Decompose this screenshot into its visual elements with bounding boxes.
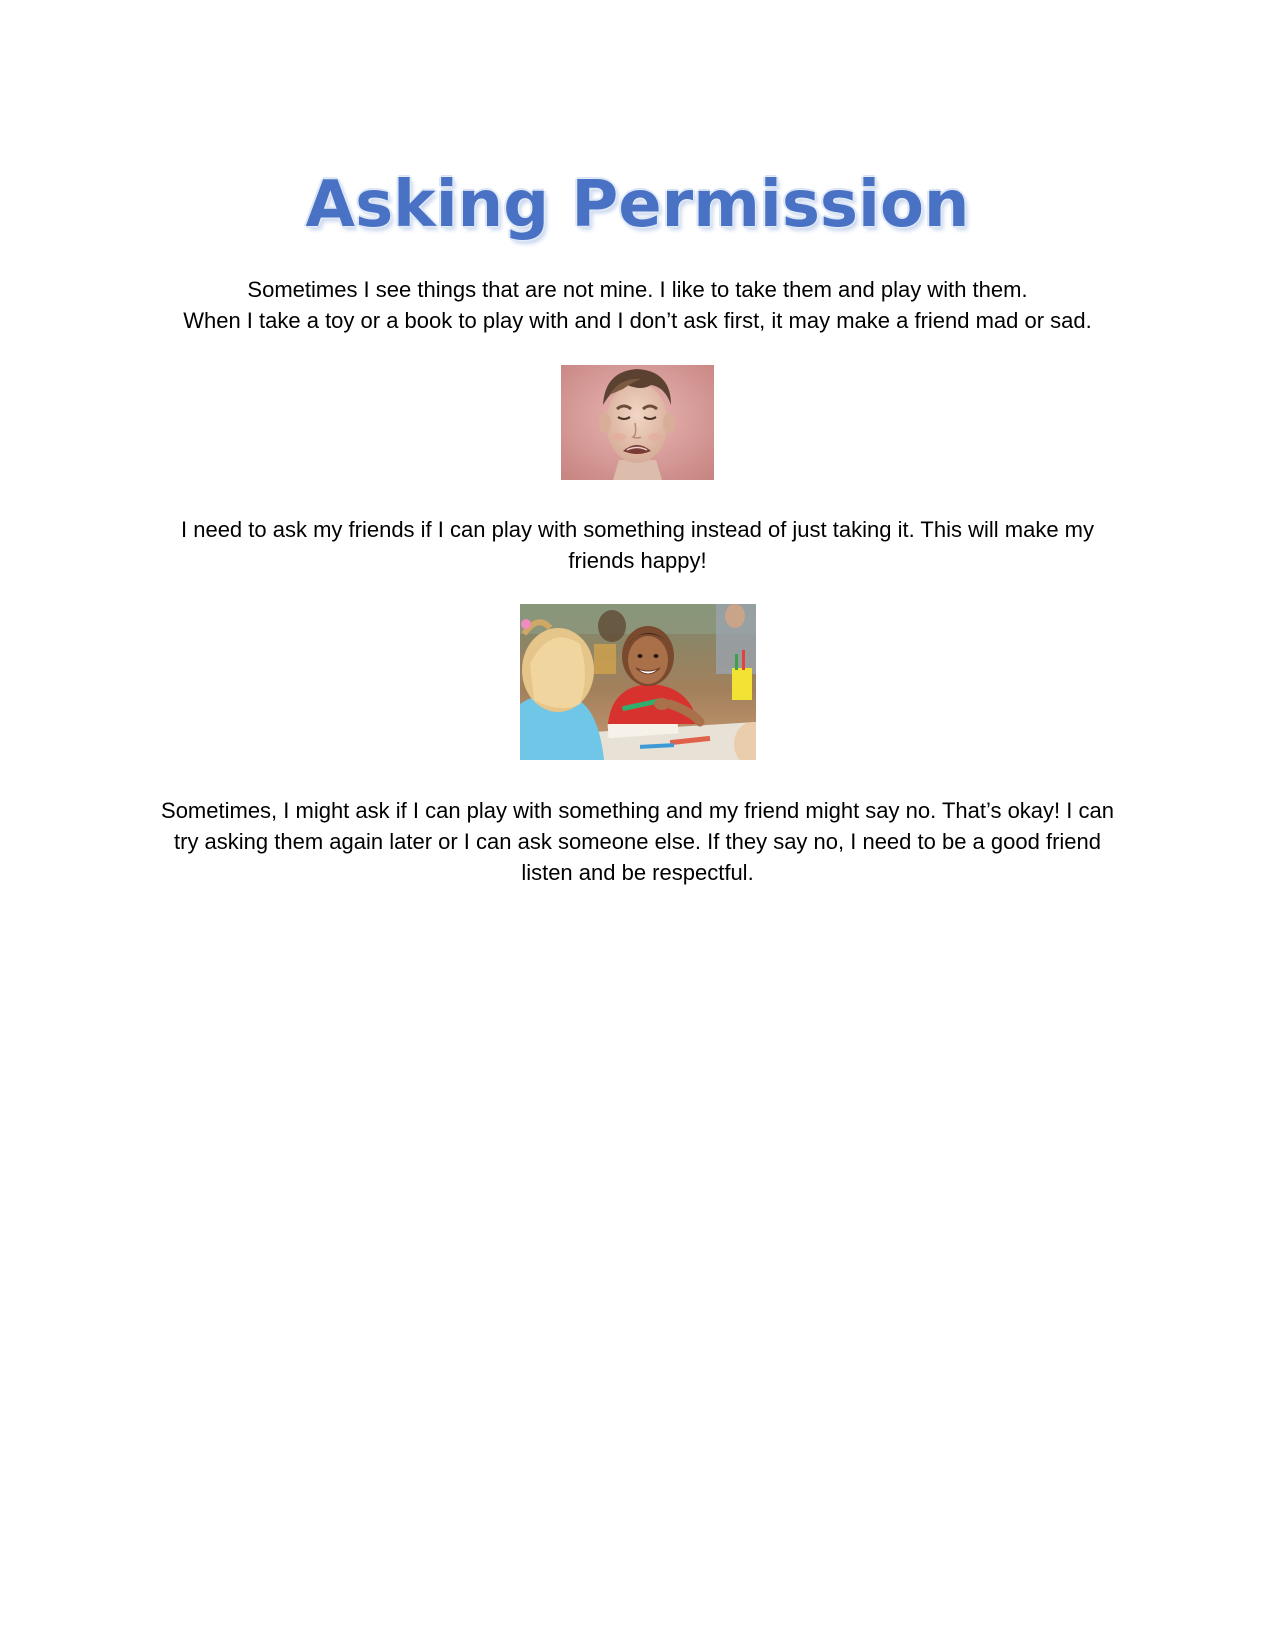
happy-friends-illustration [520,604,756,760]
crying-boy-illustration [561,365,714,480]
paragraph-intro-line-1: Sometimes I see things that are not mine. I like to take them and play with them. [247,277,1028,302]
paragraph-ask-friends: I need to ask my friends if I can play with something instead of just taking it. This will make my friends happy! [181,517,1094,573]
crying-boy-image [561,365,714,480]
page-title: Asking Permission [305,168,970,242]
paragraph-friend-says-no: Sometimes, I might ask if I can play with something and my friend might say no. That’s okay! I can try asking them again later or I can ask someone else. If they say no, I need to be a good friend listen and be respectful. [161,798,1114,885]
happy-friends-image [520,604,756,760]
paragraph-intro-line-2: When I take a toy or a book to play with and I don’t ask first, it may make a friend mad or sad. [183,308,1092,333]
paragraph-intro [150,274,1125,336]
